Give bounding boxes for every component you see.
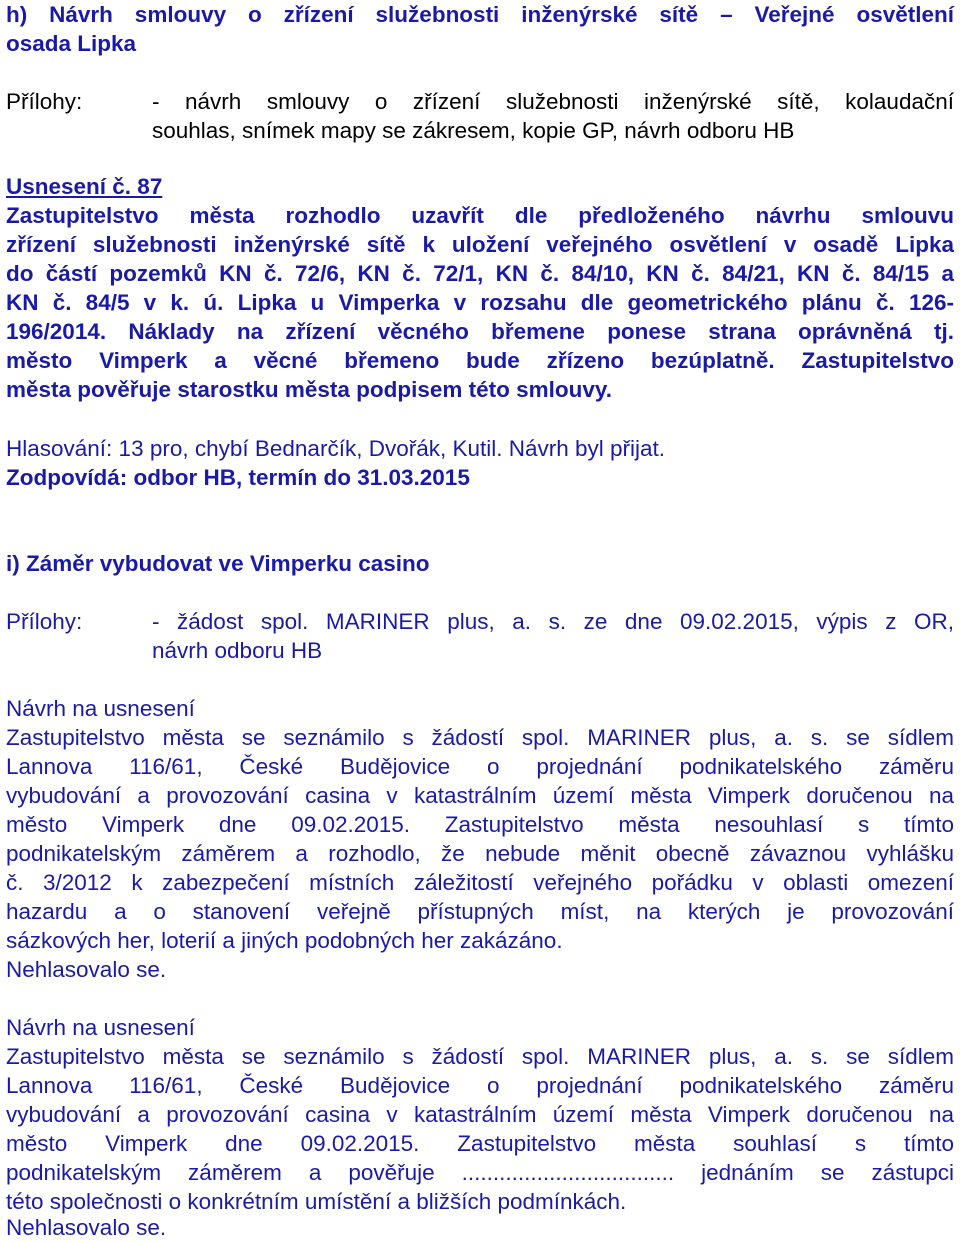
proposal-2-line: Lannova 116/61, České Budějovice o projednání podnikatelského záměru bbox=[6, 1073, 954, 1098]
proposal-1-line: sázkových her, loterií a jiných podobných her zakázáno. bbox=[6, 928, 563, 953]
section-h-heading-line-2: osada Lipka bbox=[6, 31, 137, 56]
resolution-line: KN č. 84/5 v k. ú. Lipka u Vimperka v rozsahu dle geometrického plánu č. 126- bbox=[6, 290, 954, 315]
proposal-1-line: č. 3/2012 k zabezpečení místních záležitostí veřejného pořádku v oblasti omezení bbox=[6, 870, 954, 895]
proposal-1-line: Zastupitelstvo města se seznámilo s žádostí spol. MARINER plus, a. s. se sídlem bbox=[6, 725, 954, 750]
proposal-1-title: Návrh na usnesení bbox=[6, 696, 195, 721]
proposal-2-title: Návrh na usnesení bbox=[6, 1015, 195, 1040]
proposal-1-line: vybudování a provozování casina v katastrálním území města Vimperk doručenou na bbox=[6, 783, 954, 808]
section-i-attachment-line-2: návrh odboru HB bbox=[152, 638, 323, 663]
section-h-heading-line-1: h) Návrh smlouvy o zřízení služebnosti inženýrské sítě – Veřejné osvětlení bbox=[6, 2, 954, 27]
section-h-attachment-line-1: - návrh smlouvy o zřízení služebnosti inženýrské sítě, kolaudační bbox=[152, 89, 954, 114]
proposal-2-line: vybudování a provozování casina v katastrálním území města Vimperk doručenou na bbox=[6, 1102, 954, 1127]
section-h-attachment-line-2: souhlas, snímek mapy se zákresem, kopie GP, návrh odboru HB bbox=[152, 118, 795, 143]
section-i-attachments-label: Přílohy: bbox=[6, 609, 83, 634]
section-i-attachment-line-1: - žádost spol. MARINER plus, a. s. ze dne 09.02.2015, výpis z OR, bbox=[152, 609, 954, 634]
voting-result: Hlasování: 13 pro, chybí Bednarčík, Dvořák, Kutil. Návrh byl přijat. bbox=[6, 436, 666, 461]
proposal-1-line: podnikatelským záměrem a rozhodlo, že nebude měnit obecně závaznou vyhlášku bbox=[6, 841, 954, 866]
proposal-1-line: město Vimperk dne 09.02.2015. Zastupitelstvo města nesouhlasí s tímto bbox=[6, 812, 954, 837]
resolution-line: do částí pozemků KN č. 72/6, KN č. 72/1, KN č. 84/10, KN č. 84/21, KN č. 84/15 a bbox=[6, 261, 954, 286]
proposal-2-line: podnikatelským záměrem a pověřuje .................................. jednáním se zástupci bbox=[6, 1160, 954, 1185]
proposal-1-line: hazardu a o stanovení veřejně přístupných míst, na kterých je provozování bbox=[6, 899, 954, 924]
section-h-attachments-label: Přílohy: bbox=[6, 89, 83, 114]
proposal-1-result: Nehlasovalo se. bbox=[6, 957, 167, 982]
resolution-line: město Vimperk a věcné břemeno bude zřízeno bezúplatně. Zastupitelstvo bbox=[6, 348, 954, 373]
resolution-title bbox=[6, 172, 954, 201]
responsible-line: Zodpovídá: odbor HB, termín do 31.03.2015 bbox=[6, 465, 470, 490]
proposal-2-line: město Vimperk dne 09.02.2015. Zastupitelstvo města souhlasí s tímto bbox=[6, 1131, 954, 1156]
resolution-title-text: Usnesení č. 87 bbox=[6, 174, 163, 199]
proposal-2-result: Nehlasovalo se. bbox=[6, 1215, 167, 1240]
proposal-2-line: Zastupitelstvo města se seznámilo s žádostí spol. MARINER plus, a. s. se sídlem bbox=[6, 1044, 954, 1069]
proposal-1-line: Lannova 116/61, České Budějovice o projednání podnikatelského záměru bbox=[6, 754, 954, 779]
resolution-line: města pověřuje starostku města podpisem této smlouvy. bbox=[6, 377, 613, 402]
section-i-heading: i) Záměr vybudovat ve Vimperku casino bbox=[6, 551, 430, 576]
resolution-line: zřízení služebnosti inženýrské sítě k uložení veřejného osvětlení v osadě Lipka bbox=[6, 232, 954, 257]
resolution-line: 196/2014. Náklady na zřízení věcného břemene ponese strana oprávněná tj. bbox=[6, 319, 954, 344]
resolution-line: Zastupitelstvo města rozhodlo uzavřít dle předloženého návrhu smlouvu bbox=[6, 203, 954, 228]
proposal-2-line: této společnosti o konkrétním umístění a bližších podmínkách. bbox=[6, 1189, 627, 1214]
